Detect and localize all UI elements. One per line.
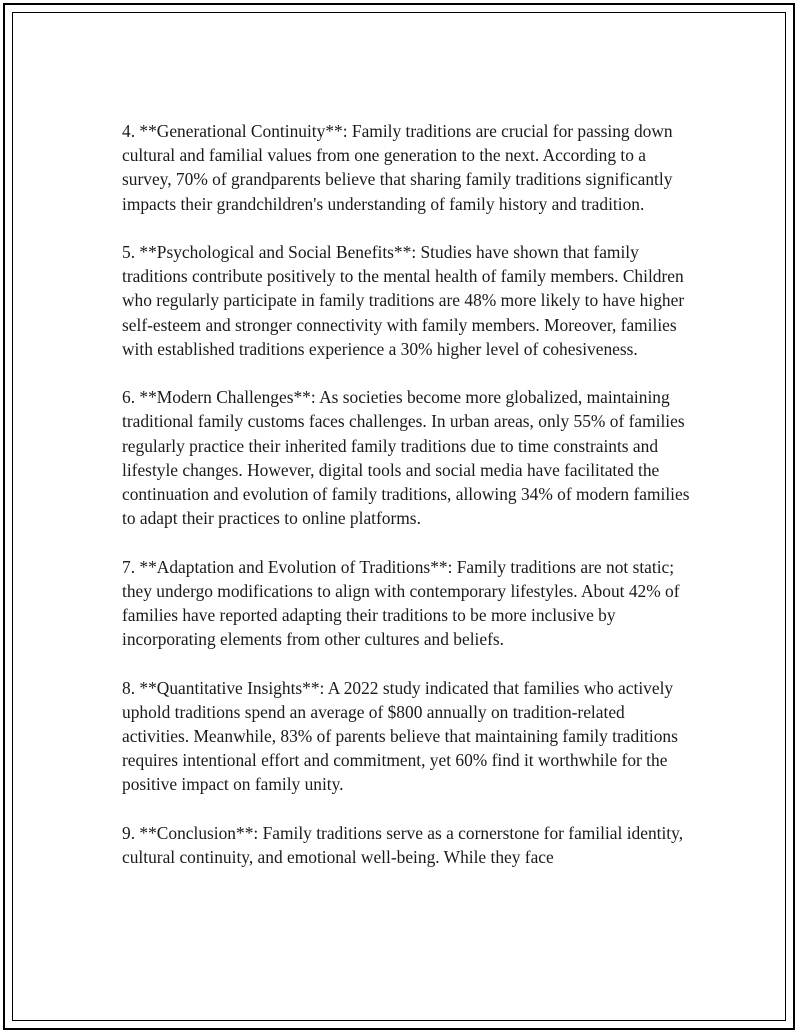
paragraph-quantitative-insights: 8. **Quantitative Insights**: A 2022 study indicated that families who actively uphold traditions spend an average of $800 annually on tradition-related activities. Meanwhile, 83% of parents believe that maintaining family traditions requires intentional effort and commitment, yet 60% find it worthwhile for the positive impact on family unity.: [122, 677, 678, 795]
paragraph-conclusion: 9. **Conclusion**: Family traditions serve as a cornerstone for familial identity, cultural continuity, and emotional well-being. While they face: [122, 822, 684, 868]
page-outer-border: [3, 3, 795, 1030]
paragraph-adaptation-evolution: 7. **Adaptation and Evolution of Traditions**: Family traditions are not static; they undergo modifications to align with contemporary lifestyles. About 42% of families have reported adapting their traditions to be more inclusive by incorporating elements from other cultures and beliefs.: [122, 556, 680, 650]
page-inner-border: [12, 12, 786, 1021]
paragraph-psychological-social-benefits: 5. **Psychological and Social Benefits**: Studies have shown that family traditions contribute positively to the mental health of family members. Children who regularly participate in family traditions are 48% more likely to have higher self-esteem and stronger connectivity with family members. Moreover, families with established traditions experience a 30% higher level of cohesiveness.: [122, 242, 685, 359]
document-body: [122, 119, 692, 893]
paragraph-modern-challenges: 6. **Modern Challenges**: As societies become more globalized, maintaining traditional family customs faces challenges. In urban areas, only 55% of families regularly practice their inherited family traditions due to time constraints and lifestyle changes. However, digital tools and social media have facilitated the continuation and evolution of family traditions, allowing 34% of modern families to adapt their practices to online platforms.: [122, 387, 690, 529]
paragraph-generational-continuity: 4. **Generational Continuity**: Family traditions are crucial for passing down cultural and familial values from one generation to the next. According to a survey, 70% of grandparents believe that sharing family traditions significantly impacts their grandchildren's understanding of family history and tradition.: [122, 121, 673, 214]
